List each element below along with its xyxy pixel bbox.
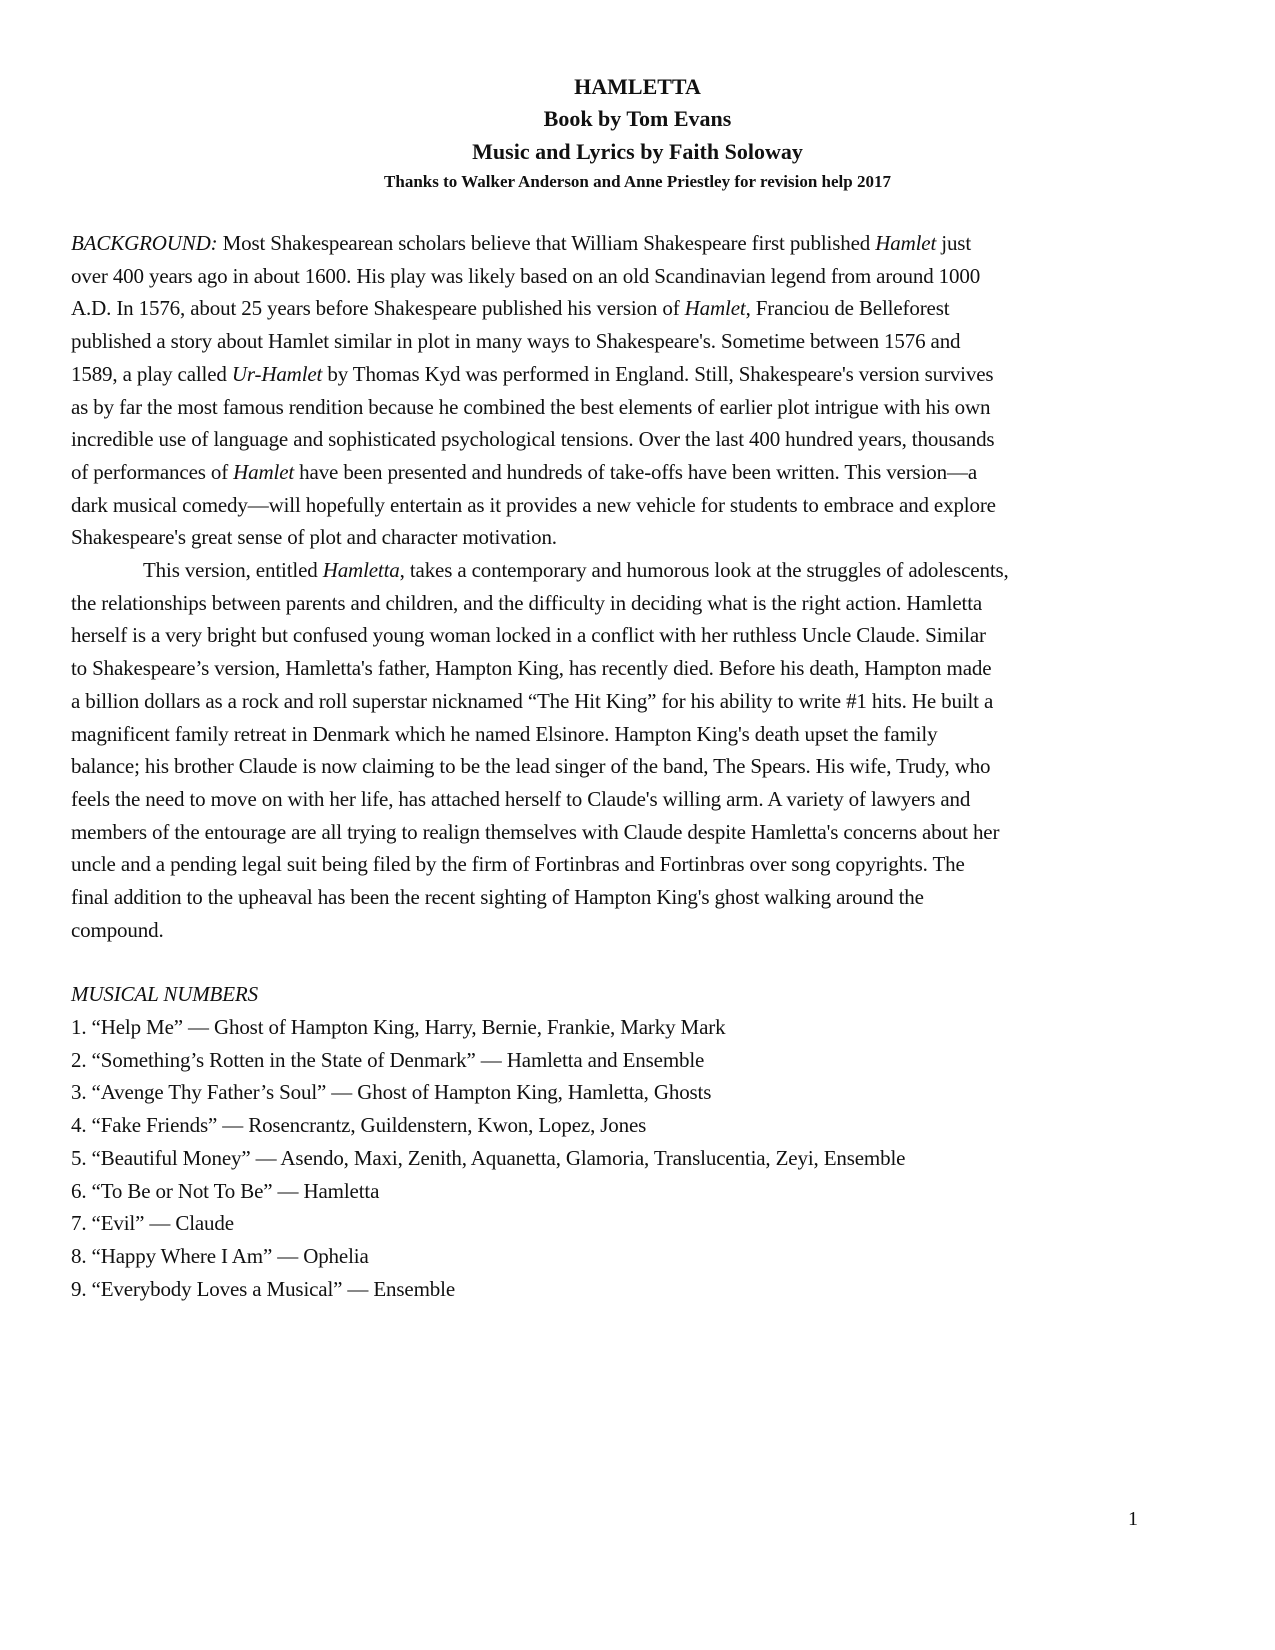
text-segment: dark musical comedy—will hopefully entertain as it provides a new vehicle for students to embrace and explore xyxy=(71,492,996,517)
musical-number-item: 2. “Something’s Rotten in the State of Denmark” — Hamletta and Ensemble xyxy=(71,1047,705,1072)
text-segment: Shakespeare's great sense of plot and character motivation. xyxy=(71,525,557,550)
text-line xyxy=(71,292,949,325)
italic-text: Hamlet xyxy=(875,231,937,255)
musical-numbers-heading: MUSICAL NUMBERS xyxy=(71,982,258,1006)
text-segment: of performances of xyxy=(71,459,234,484)
musical-number-item: 4. “Fake Friends” — Rosencrantz, Guildenstern, Kwon, Lopez, Jones xyxy=(71,1113,647,1138)
text-segment: by Thomas Kyd was performed in England. Still, Shakespeare's version survives xyxy=(322,361,994,386)
text-segment: , Franciou de Belleforest xyxy=(745,296,950,321)
text-line xyxy=(71,587,982,620)
musical-number-item: 3. “Avenge Thy Father’s Soul” — Ghost of Hampton King, Hamletta, Ghosts xyxy=(71,1080,712,1105)
text-segment: feels the need to move on with her life, has attached herself to Claude's willing arm. A variety of lawyers and xyxy=(71,786,971,811)
text-line xyxy=(71,227,971,260)
musical-number-item: 5. “Beautiful Money” — Asendo, Maxi, Zenith, Aquanetta, Glamoria, Translucentia, Zeyi, Ensemble xyxy=(71,1145,906,1170)
thanks-credit: Thanks to Walker Anderson and Anne Priestley for revision help 2017 xyxy=(384,172,891,191)
italic-text: Hamletta xyxy=(322,558,400,582)
text-line xyxy=(71,881,924,914)
text-segment: incredible use of language and sophisticated psychological tensions. Over the last 400 hundred years, thousands xyxy=(71,427,995,452)
italic-text: Ur-Hamlet xyxy=(231,361,323,386)
text-segment: just xyxy=(936,231,971,255)
text-line xyxy=(71,914,164,947)
italic-text: Hamlet xyxy=(233,459,295,484)
text-line xyxy=(71,260,980,293)
musical-number-item: 1. “Help Me” — Ghost of Hampton King, Harry, Bernie, Frankie, Marky Mark xyxy=(71,1015,726,1039)
text-segment: have been presented and hundreds of take-offs have been written. This version—a xyxy=(294,459,977,484)
text-segment: 1589, a play called xyxy=(71,361,232,386)
italic-text: Hamlet xyxy=(684,296,746,321)
text-segment: final addition to the upheaval has been the recent sighting of Hampton King's ghost walking around the xyxy=(71,885,924,909)
text-line xyxy=(71,521,557,554)
music-credit: Music and Lyrics by Faith Soloway xyxy=(472,139,803,164)
text-line xyxy=(71,619,986,652)
text-line xyxy=(71,685,993,718)
text-line xyxy=(71,848,965,881)
text-segment: members of the entourage are all trying to realign themselves with Claude despite Hamletta's concerns about her xyxy=(71,819,1000,844)
text-segment: herself is a very bright but confused young woman locked in a conflict with her ruthless Uncle Claude. Similar xyxy=(71,623,986,648)
text-line xyxy=(71,423,994,456)
text-segment: a billion dollars as a rock and roll superstar nicknamed “The Hit King” for his ability to write #1 hits. He built a xyxy=(71,688,994,713)
musical-number-item: 7. “Evil” — Claude xyxy=(71,1211,234,1236)
text-segment: , takes a contemporary and humorous look at the struggles of adolescents, xyxy=(399,558,1009,582)
text-segment: A.D. In 1576, about 25 years before Shakespeare published his version of xyxy=(71,296,685,321)
document-title: HAMLETTA xyxy=(574,74,701,99)
text-segment: the relationships between parents and children, and the difficulty in deciding what is the right action. Hamletta xyxy=(71,590,983,615)
text-segment: This version, entitled xyxy=(143,558,323,582)
text-segment: uncle and a pending legal suit being filed by the firm of Fortinbras and Fortinbras over song copyrights. The xyxy=(71,852,965,877)
text-line xyxy=(71,325,960,358)
text-line xyxy=(71,652,991,685)
text-segment: magnificent family retreat in Denmark which he named Elsinore. Hampton King's death upset the family xyxy=(71,721,938,746)
text-line xyxy=(71,783,970,816)
book-credit: Book by Tom Evans xyxy=(543,106,732,131)
text-line xyxy=(71,718,937,751)
text-line xyxy=(143,554,1009,587)
text-segment: compound. xyxy=(71,917,164,942)
italic-text: BACKGROUND: xyxy=(71,231,218,255)
text-segment: Most Shakespearean scholars believe that William Shakespeare first published xyxy=(217,231,876,255)
text-segment: over 400 years ago in about 1600. His play was likely based on an old Scandinavian legend from around 1000 xyxy=(71,263,981,288)
musical-number-item: 6. “To Be or Not To Be” — Hamletta xyxy=(71,1178,380,1203)
text-segment: as by far the most famous rendition because he combined the best elements of earlier plot intrigue with his own xyxy=(71,394,991,419)
text-line xyxy=(71,816,999,849)
text-line xyxy=(71,456,977,489)
musical-number-item: 8. “Happy Where I Am” — Ophelia xyxy=(71,1243,369,1268)
text-segment: published a story about Hamlet similar in plot in many ways to Shakespeare's. Sometime between 1576 and xyxy=(71,329,961,354)
text-segment: balance; his brother Claude is now claiming to be the lead singer of the band, The Spears. His wife, Trudy, who xyxy=(71,754,991,779)
text-line xyxy=(71,391,990,424)
text-line xyxy=(71,750,990,783)
musical-number-item: 9. “Everybody Loves a Musical” — Ensemble xyxy=(71,1276,455,1301)
text-segment: to Shakespeare’s version, Hamletta's father, Hampton King, has recently died. Before his death, Hampton made xyxy=(71,656,992,681)
page-number: 1 xyxy=(1128,1508,1138,1530)
text-line xyxy=(71,489,996,522)
text-line xyxy=(71,358,993,391)
